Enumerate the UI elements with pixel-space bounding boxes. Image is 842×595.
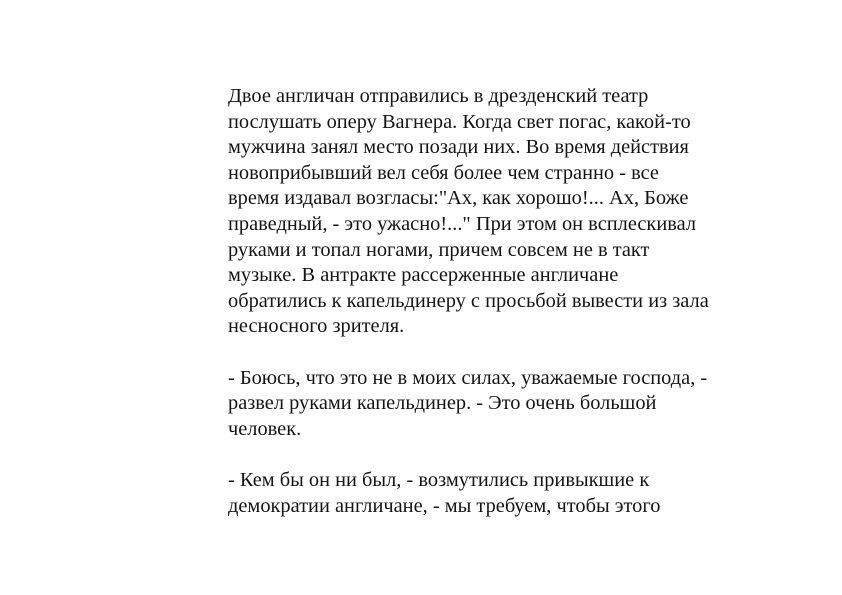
text-line: человек. bbox=[228, 417, 302, 440]
text-line: Двое англичан отправились в дрезденский театр bbox=[228, 85, 649, 107]
text-line: несносного зрителя. bbox=[228, 315, 405, 338]
paragraph-spacer bbox=[228, 340, 768, 366]
paragraph-1 bbox=[228, 84, 768, 340]
paragraph-spacer bbox=[228, 442, 768, 468]
paragraph-3 bbox=[228, 468, 768, 519]
paragraph-2 bbox=[228, 366, 768, 443]
text-line: развел руками капельдинер. - Это очень большой bbox=[228, 392, 657, 415]
text-line: - Боюсь, что это не в моих силах, уважаемые господа, - bbox=[228, 366, 708, 389]
text-line: демократии англичане, - мы требуем, чтобы этого bbox=[228, 494, 661, 517]
text-line: - Кем бы он ни был, - возмутились привыкшие к bbox=[228, 468, 650, 491]
text-line: новоприбывший вел себя более чем странно - все bbox=[228, 161, 659, 184]
text-line: руками и топал ногами, причем совсем не в такт bbox=[228, 238, 650, 261]
text-line: праведный, - это ужасно!..." При этом он всплескивал bbox=[228, 212, 697, 235]
text-line: музыке. В антракте рассерженные англичане bbox=[228, 264, 619, 287]
document-text bbox=[228, 84, 768, 519]
text-line: время издавал возгласы:"Ах, как хорошо!... Ах, Боже bbox=[228, 187, 689, 210]
text-line: мужчина занял место позади них. Во время действия bbox=[228, 136, 689, 159]
text-line: обратились к капельдинеру с просьбой вывести из зала bbox=[228, 289, 709, 312]
text-line: послушать оперу Вагнера. Когда свет погас, какой-то bbox=[228, 110, 691, 133]
